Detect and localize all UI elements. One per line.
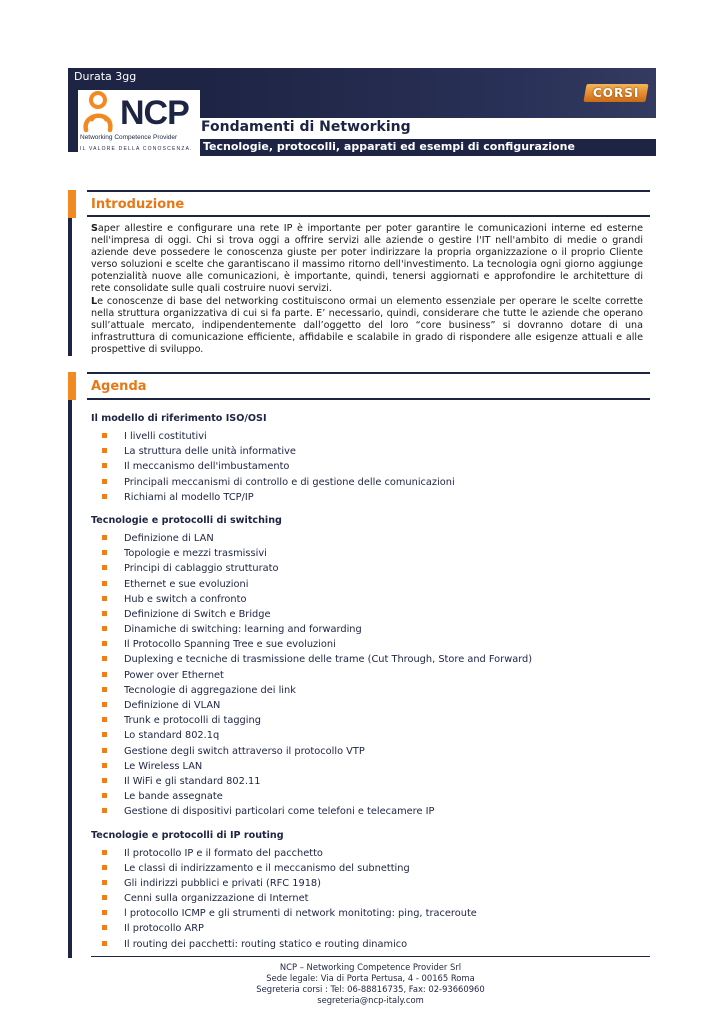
square-bullet-icon [102,479,107,484]
agenda-item [91,922,651,937]
agenda-item [91,578,651,593]
agenda-item-label: Il WiFi e gli standard 802.11 [124,775,261,787]
agenda-item-label: Topologie e mezzi trasmissivi [124,548,267,560]
agenda-item-label: Il Protocollo Spanning Tree e sue evoluzioni [124,639,336,651]
square-bullet-icon [102,850,107,855]
logo-tagline: IL VALORE DELLA CONOSCENZA. [80,146,193,152]
agenda-item [91,790,651,805]
square-bullet-icon [102,656,107,661]
square-bullet-icon [102,626,107,631]
square-bullet-icon [102,687,107,692]
agenda-item-label: Il protocollo IP e il formato del pacchetto [124,847,323,859]
agenda-item [91,745,651,760]
agenda-item [91,760,651,775]
intro-p1-text: aper allestire e configurare una rete IP è importante per poter garantire le comunicazioni interne ed esterne nell'impresa di oggi. Chi si trova oggi a offrire servizi alle aziende o gestire l'IT nell'ambito di medie o grandi aziende deve possedere le conoscenza giuste per poter indirizzare la propria organizzazione o il proprio Cliente verso soluzioni e scelte che garantiscano il massimo ritorno dell'investimento. La tecnologia ogni giorno aggiunge potenzialità nuove alle comunicazioni, è importante, quindi, tenersi aggiornati e approfondire le architetture di rete consolidate sulle quali costruire nuovi servizi. [91,223,643,295]
square-bullet-icon [102,880,107,885]
agenda-item [91,653,651,668]
agenda-item-label: l protocollo ICMP e gli strumenti di network monitoting: ping, traceroute [124,908,477,920]
agenda-item [91,638,651,653]
agenda-item [91,593,651,608]
agenda-item-label: Principali meccanismi di controllo e di gestione delle comunicazioni [124,476,455,488]
agenda-item [91,430,651,445]
agenda-item-label: Power over Ethernet [124,669,224,681]
square-bullet-icon [102,672,107,677]
agenda-item-label: Hub e switch a confronto [124,593,247,605]
agenda-item [91,547,651,562]
intro-p2-text: e conoscenze di base del networking costituiscono ormai un elemento essenziale per operare le scelte corrette nella struttura organizzativa di cui si fa parte. E’ necessario, quindi, considerare che tutte le aziende che operano sull’attuale mercato, indipendentemente dall’oggetto del loro “core business” si dovranno dotare di una infrastruttura di comunicazione efficiente, affidabile e scalabile in grado di rispondere alle esigenze attuali e alle prospettive di sviluppo. [91,295,643,355]
square-bullet-icon [102,808,107,813]
intro-paragraph-1 [91,223,643,296]
square-bullet-icon [102,702,107,707]
agenda-item-label: Tecnologie di aggregazione dei link [124,684,296,696]
square-bullet-icon [102,778,107,783]
intro-p2-initial: L [91,295,98,307]
agenda-item-label: Lo standard 802.1q [124,730,220,742]
agenda-item [91,877,651,892]
agenda-item-label: Il meccanismo dell'imbustamento [124,461,290,473]
logo-subtitle: Networking Competence Provider [80,134,178,141]
agenda-item-label: I livelli costitutivi [124,431,207,442]
intro-body [91,223,643,356]
square-bullet-icon [102,433,107,438]
square-bullet-icon [102,448,107,453]
course-subtitle: Tecnologie, protocolli, apparati ed esempi di configurazione [203,140,575,153]
agenda-item-label: Cenni sulla organizzazione di Internet [124,893,309,905]
course-title: Fondamenti di Networking [201,119,411,135]
agenda-item-label: Definizione di LAN [124,532,214,544]
course-duration: Durata 3gg [74,70,137,83]
agenda-group [91,413,651,506]
agenda-item [91,491,651,506]
intro-top-rule [87,190,650,192]
agenda-item [91,562,651,577]
square-bullet-icon [102,463,107,468]
agenda-item-label: Principi di cablaggio strutturato [124,563,279,575]
corsi-badge [583,84,648,102]
agenda-item [91,862,651,877]
square-bullet-icon [102,535,107,540]
agenda-item [91,805,651,820]
square-bullet-icon [102,581,107,586]
agenda-group [91,515,651,821]
square-bullet-icon [102,793,107,798]
agenda-item [91,847,651,862]
agenda-item [91,775,651,790]
square-bullet-icon [102,763,107,768]
footer-email: segreteria@ncp-italy.com [317,995,424,1005]
footer-company: NCP – Networking Competence Provider Srl [279,962,462,972]
agenda-list [91,413,651,953]
square-bullet-icon [102,611,107,616]
agenda-item [91,608,651,623]
logo-wordmark: NCP [120,94,189,132]
intro-bottom-rule [87,215,650,217]
agenda-item [91,907,651,922]
corsi-badge-label: CORSI [592,86,640,100]
agenda-item [91,684,651,699]
footer-address: Sede legale: Via di Porta Pertusa, 4 - 00165 Roma [266,973,475,983]
agenda-item-label: Le Wireless LAN [124,760,203,772]
agenda-item-label: Le classi di indirizzamento e il meccanismo del subnetting [124,862,410,874]
square-bullet-icon [102,941,107,946]
agenda-item [91,445,651,460]
agenda-item-label: Ethernet e sue evoluzioni [124,578,249,590]
footer-phone: Segreteria corsi : Tel: 06-88816735, Fax: 02-93660960 [256,984,485,994]
agenda-group-title: Tecnologie e protocolli di switching [91,514,282,526]
agenda-group-title: Il modello di riferimento ISO/OSI [91,413,267,424]
agenda-bottom-rule [87,398,650,400]
agenda-item [91,714,651,729]
agenda-item-label: Gli indirizzi pubblici e privati (RFC 1918) [124,877,321,889]
square-bullet-icon [102,865,107,870]
agenda-item [91,729,651,744]
square-bullet-icon [102,732,107,737]
square-bullet-icon [102,910,107,915]
agenda-item [91,476,651,491]
agenda-item-label: La struttura delle unità informative [124,446,296,458]
agenda-item-label: Definizione di Switch e Bridge [124,608,271,620]
square-bullet-icon [102,494,107,499]
agenda-item [91,699,651,714]
intro-p1-initial: S [91,223,98,234]
agenda-group-title: Tecnologie e protocolli di IP routing [91,829,284,841]
agenda-item-label: Il protocollo ARP [124,923,204,935]
footer-rule [91,956,650,957]
agenda-item-label: Richiami al modello TCP/IP [124,491,254,503]
agenda-item-label: Gestione di dispositivi particolari come telefoni e telecamere IP [124,806,435,818]
square-bullet-icon [102,596,107,601]
square-bullet-icon [102,717,107,722]
agenda-heading: Agenda [91,379,147,394]
intro-paragraph-2 [91,296,643,356]
agenda-orange-tab [68,372,76,400]
square-bullet-icon [102,641,107,646]
agenda-item-label: Il routing dei pacchetti: routing statico e routing dinamico [124,938,408,950]
agenda-item-label: Gestione degli switch attraverso il protocollo VTP [124,745,365,757]
agenda-item [91,532,651,547]
agenda-item [91,892,651,907]
agenda-item-label: Dinamiche di switching: learning and forwarding [124,624,362,636]
agenda-item [91,938,651,953]
agenda-item-label: Definizione di VLAN [124,700,221,711]
agenda-side-line [68,372,72,958]
square-bullet-icon [102,748,107,753]
square-bullet-icon [102,895,107,900]
footer [91,962,650,1006]
person-logo-icon [80,90,122,136]
intro-orange-tab [68,190,76,218]
square-bullet-icon [102,565,107,570]
agenda-item-label: Le bande assegnate [124,791,223,803]
agenda-top-rule [87,372,650,374]
logo-side-band [68,90,78,152]
agenda-item-label: Duplexing e tecniche di trasmissione delle trame (Cut Through, Store and Forward) [124,654,533,666]
agenda-item [91,669,651,684]
square-bullet-icon [102,925,107,930]
agenda-item [91,460,651,475]
intro-heading: Introduzione [91,197,185,212]
agenda-group [91,830,651,953]
agenda-item-label: Trunk e protocolli di tagging [124,715,261,727]
square-bullet-icon [102,550,107,555]
agenda-item [91,623,651,638]
